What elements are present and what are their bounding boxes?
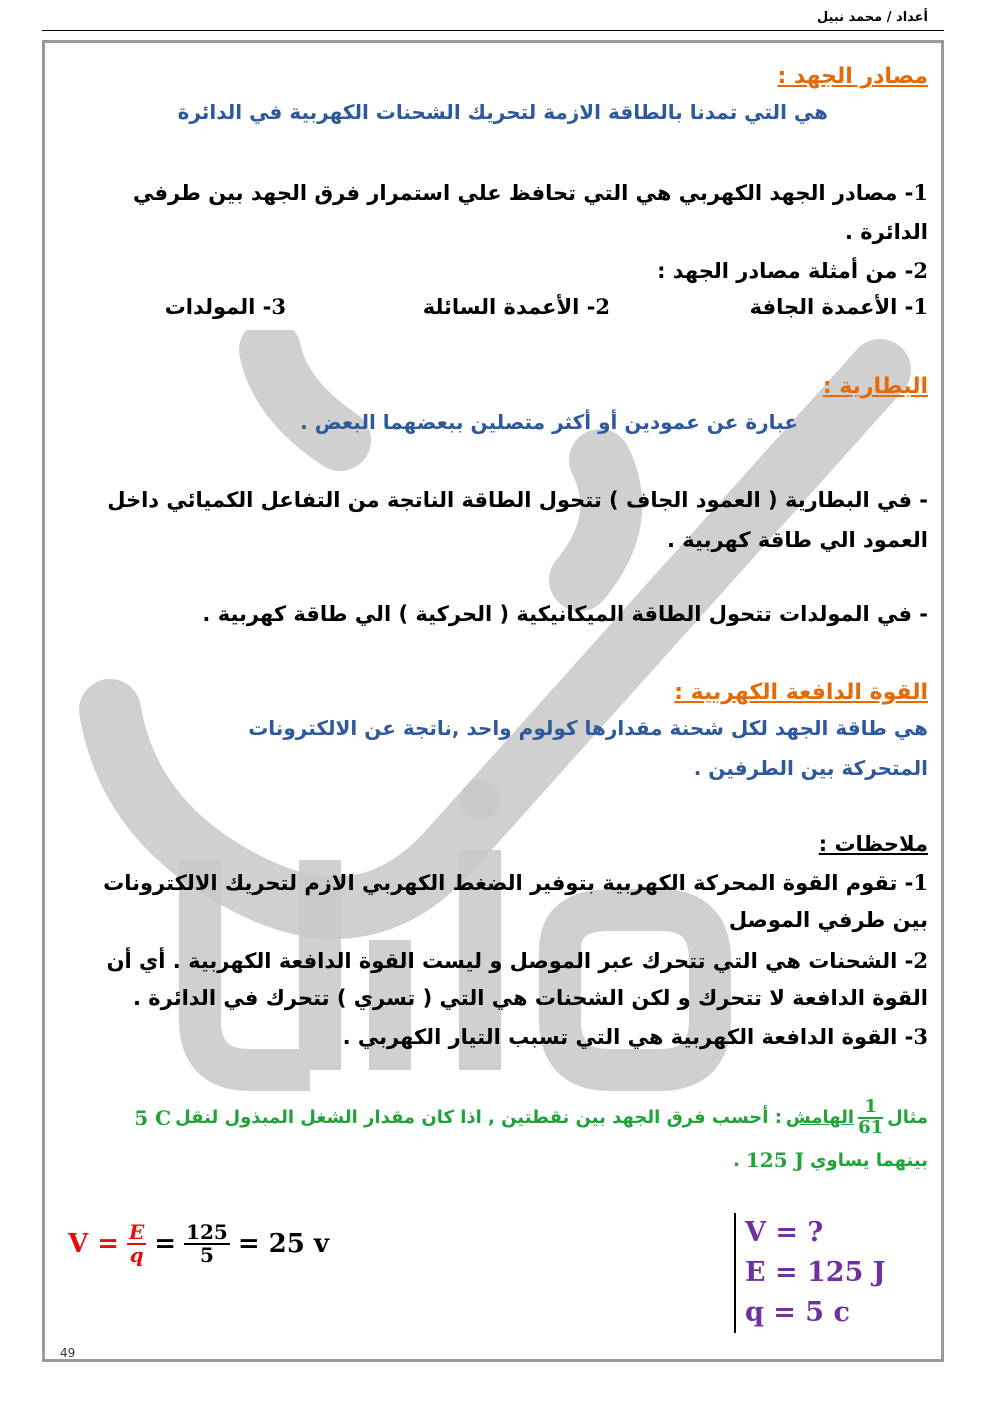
example-problem-text: : أحسب فرق الجهد بين نقطتين , اذا كان مقدار الشغل المبذول لنقل xyxy=(175,1107,782,1129)
margin-label: الهامش xyxy=(785,1107,855,1129)
example-item-2 xyxy=(423,294,610,319)
example-work: 125 J xyxy=(745,1148,805,1172)
formula-denominator: 5 xyxy=(199,1243,214,1267)
battery-note-1: - في البطارية ( العمود الجاف ) تتحول الطاقة الناتجة من التفاعل الكميائي داخل xyxy=(107,488,928,512)
givens-list xyxy=(734,1213,886,1333)
emf-definition-continued: المتحركة بين الطرفين . xyxy=(693,756,928,780)
note-2-text: - الشحنات هي التي تتحرك عبر الموصل و ليست القوة الدافعة الكهربية . أي أن xyxy=(106,949,914,973)
note-3-text: - القوة الدافعة الكهربية هي التي تسبب التيار الكهربي . xyxy=(342,1025,914,1049)
voltage-point-1 xyxy=(133,180,928,205)
author-credit: أعداد / محمد نبيل xyxy=(816,10,928,25)
solution-formula xyxy=(68,1222,329,1266)
formula-equals: = xyxy=(154,1229,177,1259)
section-heading-battery: البطارية : xyxy=(822,374,928,399)
example-item-1-number: 1 xyxy=(913,294,928,319)
formula-q: q xyxy=(129,1243,144,1267)
battery-definition: عبارة عن عمودين أو أكثر متصلين ببعضهما البعض . xyxy=(300,410,798,434)
page-number: 49 xyxy=(60,1346,76,1360)
section-heading-notes: ملاحظات : xyxy=(818,832,928,856)
example-problem xyxy=(134,1098,928,1138)
example-label: مثال xyxy=(887,1107,928,1129)
formula-E: E xyxy=(129,1220,145,1244)
note-1-number: 1 xyxy=(913,870,928,895)
section-heading-voltage-sources: مصادر الجهد : xyxy=(777,64,928,89)
example-item-1 xyxy=(750,294,928,319)
note-1 xyxy=(103,870,928,895)
header-rule xyxy=(42,30,944,31)
voltage-point-2 xyxy=(657,258,928,283)
example-charge: 5 C xyxy=(134,1105,172,1130)
example-item-2-text: - الأعمدة السائلة xyxy=(422,295,596,319)
battery-note-2: - في المولدات تتحول الطاقة الميكانيكية ( الحركية ) الي طاقة كهربية . xyxy=(202,602,928,626)
margin-fraction xyxy=(858,1098,883,1138)
formula-fraction-numeric xyxy=(184,1222,230,1266)
given-e: E = 125 J xyxy=(745,1257,886,1288)
example-item-2-number: 2 xyxy=(595,294,610,319)
example-period: . xyxy=(733,1149,740,1171)
note-3-number: 3 xyxy=(913,1024,928,1049)
emf-definition: هي طاقة الجهد لكل شحنة مقدارها كولوم واحد ,ناتجة عن الالكترونات xyxy=(248,716,928,740)
example-item-3 xyxy=(165,294,286,319)
section-heading-emf: القوة الدافعة الكهربية : xyxy=(674,680,928,705)
example-item-3-text: - المولدات xyxy=(164,295,272,319)
formula-result: = 25 v xyxy=(237,1229,329,1259)
note-2-number: 2 xyxy=(913,948,928,973)
formula-lhs: V = xyxy=(68,1229,120,1259)
voltage-sources-definition: هي التي تمدنا بالطاقة الازمة لتحريك الشحنات الكهربية في الدائرة xyxy=(177,100,828,124)
voltage-point-1-number: 1 xyxy=(913,180,928,205)
example-item-1-text: - الأعمدة الجافة xyxy=(749,295,914,319)
formula-numerator: 125 xyxy=(186,1220,228,1244)
voltage-point-1-continued: الدائرة . xyxy=(844,220,928,244)
voltage-point-2-text: - من أمثلة مصادر الجهد : xyxy=(657,259,914,283)
example-problem-continued xyxy=(733,1148,928,1172)
note-2-continued: القوة الدافعة لا تتحرك و لكن الشحنات هي التي ( تسري ) تتحرك في الدائرة . xyxy=(132,986,928,1010)
note-1-continued: بين طرفي الموصل xyxy=(728,908,928,932)
margin-fraction-denominator: 61 xyxy=(858,1116,884,1138)
battery-note-1-continued: العمود الي طاقة كهربية . xyxy=(667,528,928,552)
example-item-3-number: 3 xyxy=(271,294,286,319)
note-1-text: - تقوم القوة المحركة الكهربية بتوفير الضغط الكهربي الازم لتحريك الالكترونات xyxy=(103,871,914,895)
voltage-point-2-number: 2 xyxy=(913,258,928,283)
note-2 xyxy=(107,948,928,973)
given-q: q = 5 c xyxy=(745,1297,850,1328)
note-3 xyxy=(343,1024,928,1049)
example-problem-text-2: بينهما يساوي xyxy=(810,1149,928,1171)
formula-fraction-symbolic xyxy=(127,1222,146,1266)
given-v: V = ? xyxy=(745,1217,824,1248)
margin-fraction-numerator: 1 xyxy=(858,1098,883,1119)
voltage-point-1-text: - مصادر الجهد الكهربي هي التي تحافظ علي استمرار فرق الجهد بين طرفي xyxy=(133,181,914,205)
